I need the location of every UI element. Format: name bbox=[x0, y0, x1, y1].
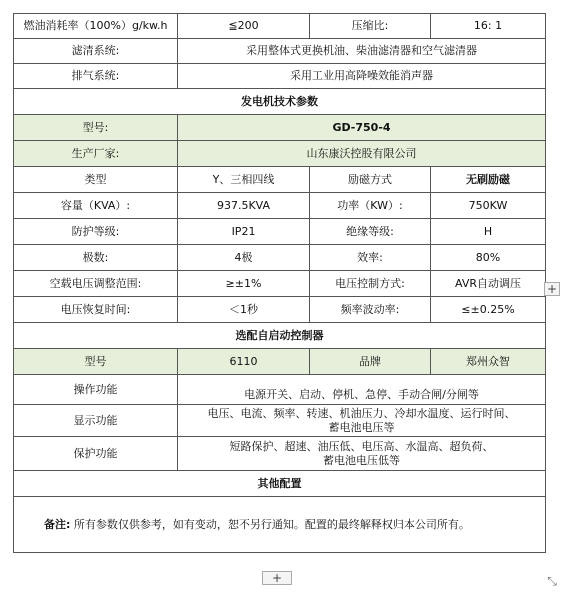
exhaust-row bbox=[14, 64, 546, 89]
controller-section-title: 选配自启动控制器 bbox=[14, 323, 546, 349]
add-row-button[interactable]: + bbox=[262, 571, 292, 585]
spec-table bbox=[13, 13, 546, 553]
function-row bbox=[14, 405, 546, 437]
gen-model-row bbox=[14, 115, 546, 141]
gen-section-row bbox=[14, 89, 546, 115]
other-section-title: 其他配置 bbox=[14, 471, 546, 497]
compression-label: 压缩比: bbox=[310, 14, 431, 39]
param-label: 电压恢复时间: bbox=[14, 297, 178, 323]
fuel-value: ≦200 bbox=[178, 14, 310, 39]
function-desc bbox=[178, 375, 546, 405]
function-desc bbox=[178, 405, 546, 437]
param-row bbox=[14, 297, 546, 323]
filter-row bbox=[14, 39, 546, 64]
param-value: 937.5KVA bbox=[178, 193, 310, 219]
note-text: 所有参数仅供参考，如有变动，恕不另行通知。配置的最终解释权归本公司所有。 bbox=[73, 517, 470, 531]
param-row bbox=[14, 193, 546, 219]
param-row bbox=[14, 245, 546, 271]
controller-section-row bbox=[14, 323, 546, 349]
note-row bbox=[14, 497, 546, 553]
filter-label: 滤清系统: bbox=[14, 39, 178, 64]
function-line: 短路保护、超速、油压低、电压高、水温高、超负荷、 bbox=[229, 439, 494, 453]
param-value: ＜1秒 bbox=[178, 297, 310, 323]
note-label: 备注: bbox=[44, 517, 71, 531]
param-label: 励磁方式 bbox=[310, 167, 431, 193]
manufacturer-value: 山东康沃控股有限公司 bbox=[178, 141, 546, 167]
param-row bbox=[14, 167, 546, 193]
param-value: AVR自动调压 bbox=[431, 271, 546, 297]
param-value: 750KW bbox=[431, 193, 546, 219]
param-row bbox=[14, 271, 546, 297]
fuel-label: 燃油消耗率（100%）g/kw.h bbox=[14, 14, 178, 39]
brand-label: 品牌 bbox=[310, 349, 431, 375]
param-value: Y、三相四线 bbox=[178, 167, 310, 193]
compression-value: 16: 1 bbox=[431, 14, 546, 39]
param-label: 容量（KVA）: bbox=[14, 193, 178, 219]
function-desc bbox=[178, 437, 546, 471]
manufacturer-label: 生产厂家: bbox=[14, 141, 178, 167]
param-value: ≤±0.25% bbox=[431, 297, 546, 323]
param-label: 效率: bbox=[310, 245, 431, 271]
function-row bbox=[14, 375, 546, 405]
exhaust-value: 采用工业用高降噪效能消声器 bbox=[178, 64, 546, 89]
add-column-button[interactable]: + bbox=[544, 282, 560, 296]
note-cell bbox=[14, 497, 546, 553]
param-label: 类型 bbox=[14, 167, 178, 193]
param-label: 极数: bbox=[14, 245, 178, 271]
brand-value: 郑州众智 bbox=[431, 349, 546, 375]
gen-section-title: 发电机技术参数 bbox=[14, 89, 546, 115]
param-label: 电压控制方式: bbox=[310, 271, 431, 297]
param-label: 功率（KW）: bbox=[310, 193, 431, 219]
function-label: 保护功能 bbox=[14, 437, 178, 471]
param-row bbox=[14, 219, 546, 245]
other-section-row bbox=[14, 471, 546, 497]
exhaust-label: 排气系统: bbox=[14, 64, 178, 89]
function-line: 电压、电流、频率、转速、机油压力、冷却水温度、运行时间、 bbox=[207, 406, 516, 420]
controller-model-value: 6110 bbox=[178, 349, 310, 375]
function-label: 操作功能 bbox=[14, 375, 178, 405]
controller-model-row bbox=[14, 349, 546, 375]
function-line: 蓄电池电压低等 bbox=[323, 453, 400, 467]
manufacturer-row bbox=[14, 141, 546, 167]
gen-model-value: GD-750-4 bbox=[178, 115, 546, 141]
param-value: IP21 bbox=[178, 219, 310, 245]
param-label: 防护等级: bbox=[14, 219, 178, 245]
function-row bbox=[14, 437, 546, 471]
param-label: 空载电压调整范围: bbox=[14, 271, 178, 297]
param-label: 绝缘等级: bbox=[310, 219, 431, 245]
gen-model-label: 型号: bbox=[14, 115, 178, 141]
function-line: 蓄电池电压等 bbox=[328, 420, 395, 434]
filter-value: 采用整体式更换机油、柴油滤清器和空气滤清器 bbox=[178, 39, 546, 64]
function-line: 电源开关、启动、停机、急停、手动合闸/分闸等 bbox=[244, 388, 479, 401]
resize-handle-icon[interactable]: ⤡ bbox=[547, 574, 557, 588]
param-value: H bbox=[431, 219, 546, 245]
param-value: 4极 bbox=[178, 245, 310, 271]
param-value: ≥±1% bbox=[178, 271, 310, 297]
fuel-row bbox=[14, 14, 546, 39]
param-value: 80% bbox=[431, 245, 546, 271]
controller-model-label: 型号 bbox=[14, 349, 178, 375]
param-label: 频率波动率: bbox=[310, 297, 431, 323]
function-label: 显示功能 bbox=[14, 405, 178, 437]
param-value: 无刷励磁 bbox=[431, 167, 546, 193]
